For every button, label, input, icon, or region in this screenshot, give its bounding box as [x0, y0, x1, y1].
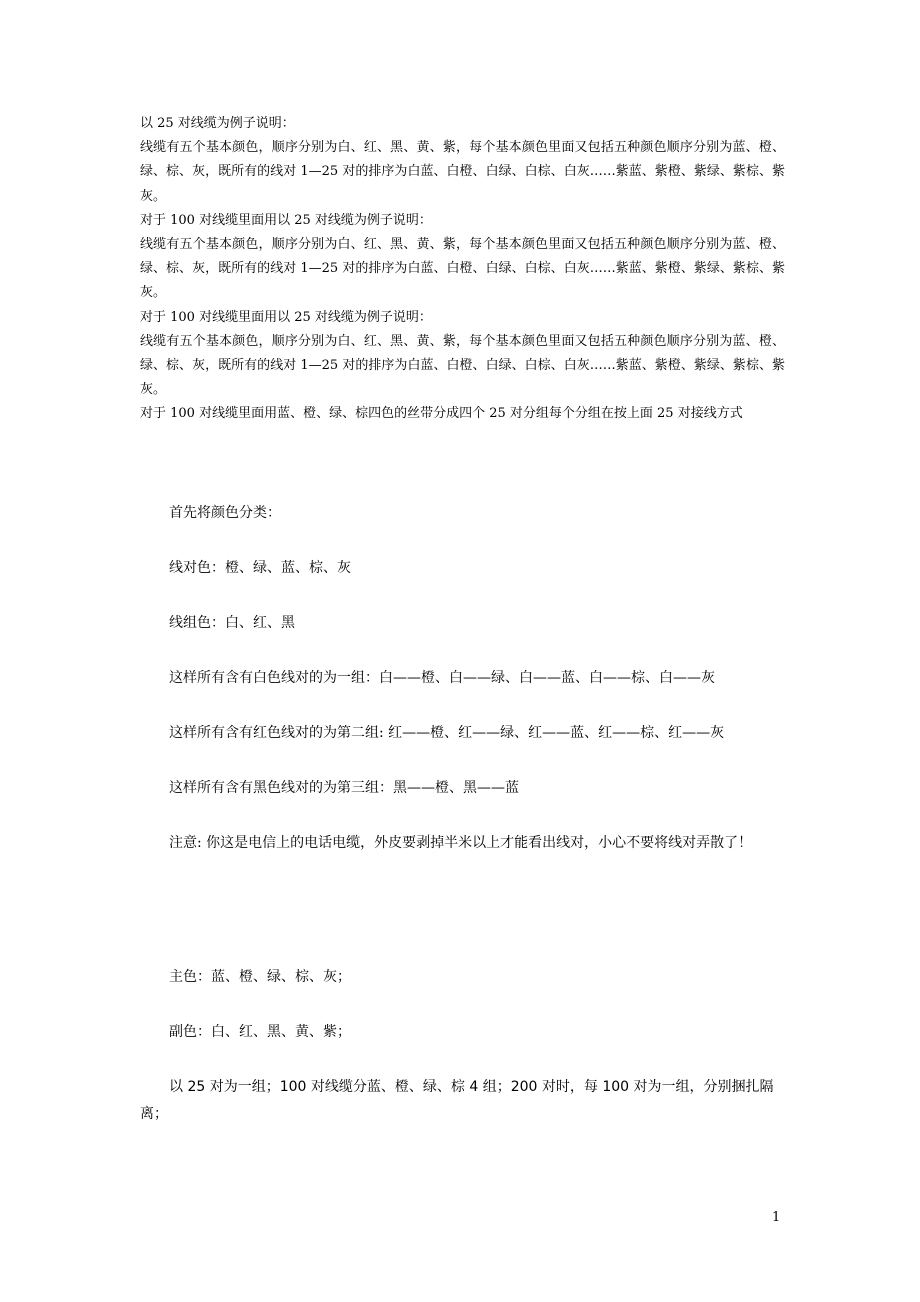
paragraph: 这样所有含有白色线对的为一组：白——橙、白——绿、白——蓝、白——棕、白——灰: [169, 670, 715, 686]
paragraph: 首先将颜色分类：: [169, 505, 281, 521]
paragraph: 主色：蓝、橙、绿、棕、灰；: [169, 969, 351, 985]
paragraph: 注意: 你这是电信上的电话电缆，外皮要剥掉半米以上才能看出线对，小心不要将线对弄散了！: [169, 835, 753, 851]
paragraph: 对于 100 对线缆里面用蓝、橙、绿、棕四色的丝带分成四个 25 对分组每个分组在按上面 25 对接线方式: [140, 406, 743, 422]
main-color-section: [140, 964, 785, 1128]
paragraph: 线缆有五个基本颜色，顺序分别为白、红、黑、黄、紫，每个基本颜色里面又包括五种颜色顺序分别为蓝、橙、绿、棕、灰，既所有的线对 1—25 对的排序为白蓝、白橙、白绿、白棕、白灰……紫蓝、紫橙、紫绿、紫棕、紫灰。: [140, 140, 785, 204]
paragraph: 对于 100 对线缆里面用以 25 对线缆为例子说明：: [140, 309, 432, 325]
paragraph: 线组色：白、红、黑: [169, 615, 295, 631]
paragraph: 线缆有五个基本颜色，顺序分别为白、红、黑、黄、紫，每个基本颜色里面又包括五种颜色顺序分别为蓝、橙、绿、棕、灰，既所有的线对 1—25 对的排序为白蓝、白橙、白绿、白棕、白灰……紫蓝、紫橙、紫绿、紫棕、紫灰。: [140, 333, 785, 398]
paragraph: 对于 100 对线缆里面用以 25 对线缆为例子说明：: [140, 212, 432, 228]
paragraph: 这样所有含有黑色线对的为第三组：黑——橙、黑——蓝: [169, 780, 519, 796]
paragraph: 以 25 对为一组；100 对线缆分蓝、橙、绿、棕 4 组；200 对时，每 100 对为一组，分别捆扎隔离；: [140, 1079, 774, 1122]
paragraph: 线对色：橙、绿、蓝、棕、灰: [169, 560, 351, 576]
paragraph: 副色：白、红、黑、黄、紫；: [169, 1024, 351, 1040]
paragraph: 这样所有含有红色线对的为第二组: 红——橙、红——绿、红——蓝、红——棕、红——灰: [169, 725, 725, 741]
page-number: 1: [772, 1210, 781, 1225]
classification-section: [140, 500, 785, 857]
paragraph: 线缆有五个基本颜色，顺序分别为白、红、黑、黄、紫，每个基本颜色里面又包括五种颜色顺序分别为蓝、橙、绿、棕、灰，既所有的线对 1—25 对的排序为白蓝、白橙、白绿、白棕、白灰……紫蓝、紫橙、紫绿、紫棕、紫灰。: [140, 237, 785, 301]
paragraph: 以 25 对线缆为例子说明：: [140, 116, 295, 131]
intro-section: [140, 112, 785, 427]
